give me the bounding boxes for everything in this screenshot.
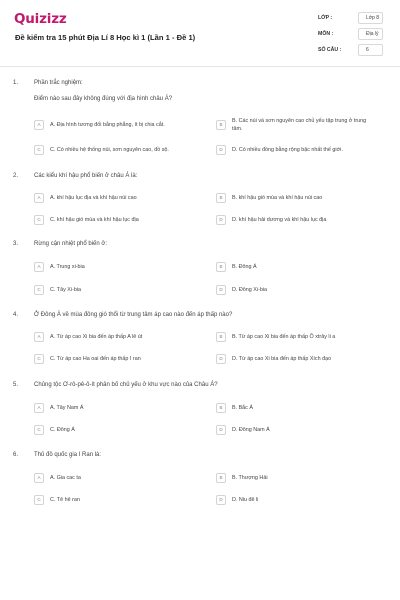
option-text: B. khí hậu gió mùa và khí hậu núi cao xyxy=(232,195,323,201)
option-letter-box: D xyxy=(216,495,226,505)
option-text: C. Có nhiều hệ thống núi, sơn nguyên cao, đồ sộ. xyxy=(50,147,169,153)
option-text: C. Đông Á xyxy=(50,427,75,433)
option-text: A. Từ áp cao Xi bia đến áp thấp A lê út xyxy=(50,334,143,340)
question-subtext: Điểm nào sau đây không đúng với địa hình châu Á? xyxy=(34,96,173,102)
meta-count-row xyxy=(318,44,386,57)
question-number: 6. xyxy=(13,452,19,458)
option-letter-box: A xyxy=(34,332,44,342)
option-text: D. Niu đê li xyxy=(232,497,259,503)
question-text: Ở Đông Á về mùa đông gió thổi từ trung tâm áp cao nào đến áp thấp nào? xyxy=(34,312,233,318)
option-letter-box: D xyxy=(216,354,226,364)
option-letter-box: C xyxy=(34,145,44,155)
option-text: D. Đông Xi-bia xyxy=(232,287,268,293)
worksheet-title: Đề kiểm tra 15 phút Địa Lí 8 Học kì 1 (Lần 1 - Đề 1) xyxy=(15,33,196,42)
option-text: A. Trung xi-bia xyxy=(50,264,85,270)
question-text: Rừng cận nhiệt phổ biến ở: xyxy=(34,241,107,247)
option-text: A. Tây Nam Á xyxy=(50,405,84,411)
option-text: C. Tê hê ran xyxy=(50,497,80,503)
option-letter-box: B xyxy=(216,193,226,203)
option-letter-box: B xyxy=(216,403,226,413)
option-letter-box: B xyxy=(216,120,226,130)
option-letter-box: D xyxy=(216,215,226,225)
option-text: B. Đông Á xyxy=(232,264,257,270)
option-letter-box: B xyxy=(216,473,226,483)
option-letter-box: C xyxy=(34,215,44,225)
option-text: B. Thượng Hải xyxy=(232,475,268,481)
option-text: C. Từ áp cao Ha oai đến áp thấp I ran xyxy=(50,356,141,362)
meta-subject-row xyxy=(318,28,386,41)
option-text: A. khí hậu lục địa và khí hậu núi cao xyxy=(50,195,137,201)
option-letter-box: C xyxy=(34,495,44,505)
option-letter-box: C xyxy=(34,285,44,295)
meta-class-row xyxy=(318,12,386,25)
option-text: A. Địa hình tương đối bằng phẳng, ít bị chia cắt. xyxy=(50,122,165,128)
option-text: D. Có nhiều đồng bằng rộng bậc nhất thế giới. xyxy=(232,147,343,153)
question-text: Chủng tộc Ơ-rô-pê-ô-ít phân bố chủ yếu ở khu vực nào của Châu Á? xyxy=(34,382,218,388)
question-number: 1. xyxy=(13,80,19,86)
option-letter-box: C xyxy=(34,354,44,364)
option-text: A. Gia cac ta xyxy=(50,475,81,481)
header-divider xyxy=(0,66,400,67)
question-text: Phần trắc nghiệm: xyxy=(34,80,83,86)
question-number: 4. xyxy=(13,312,19,318)
question-number: 2. xyxy=(13,173,19,179)
meta-subject-label: MÔN : xyxy=(318,31,334,37)
option-letter-box: A xyxy=(34,120,44,130)
option-text: C. khí hậu gió mùa và khí hậu lục địa xyxy=(50,217,139,223)
option-letter-box: A xyxy=(34,262,44,272)
option-text: B. Các núi và sơn nguyên cao chủ yếu tập trung ở trung tâm. xyxy=(232,118,367,132)
meta-class-label: LỚP : xyxy=(318,15,333,21)
option-letter-box: B xyxy=(216,332,226,342)
option-letter-box: A xyxy=(34,193,44,203)
option-letter-box: D xyxy=(216,285,226,295)
option-letter-box: B xyxy=(216,262,226,272)
option-text: C. Tây Xi-bia xyxy=(50,287,82,293)
meta-count-value: 6 xyxy=(358,44,383,56)
question-text: Thủ đô quốc gia I Ran là: xyxy=(34,452,102,458)
option-letter-box: D xyxy=(216,145,226,155)
question-text: Các kiểu khí hậu phổ biến ở châu Á là: xyxy=(34,173,138,179)
option-text: B. Bắc Á xyxy=(232,405,253,411)
meta-count-label: SỐ CÂU : xyxy=(318,47,342,53)
option-letter-box: A xyxy=(34,473,44,483)
option-letter-box: D xyxy=(216,425,226,435)
question-number: 5. xyxy=(13,382,19,388)
option-text: D. khí hậu hải dương và khí hậu lục địa xyxy=(232,217,327,223)
quizizz-logo: Quizizz xyxy=(14,11,67,27)
option-text: D. Từ áp cao Xi bia đến áp thấp Xích đạo xyxy=(232,356,332,362)
question-number: 3. xyxy=(13,241,19,247)
meta-subject-value: Địa lý xyxy=(358,28,383,40)
option-text: B. Từ áp cao Xi bia đến áp thấp Ô xtrây li a xyxy=(232,334,336,340)
option-letter-box: C xyxy=(34,425,44,435)
meta-class-value: Lớp 8 xyxy=(358,12,383,24)
option-text: D. Đông Nam Á xyxy=(232,427,270,433)
option-letter-box: A xyxy=(34,403,44,413)
